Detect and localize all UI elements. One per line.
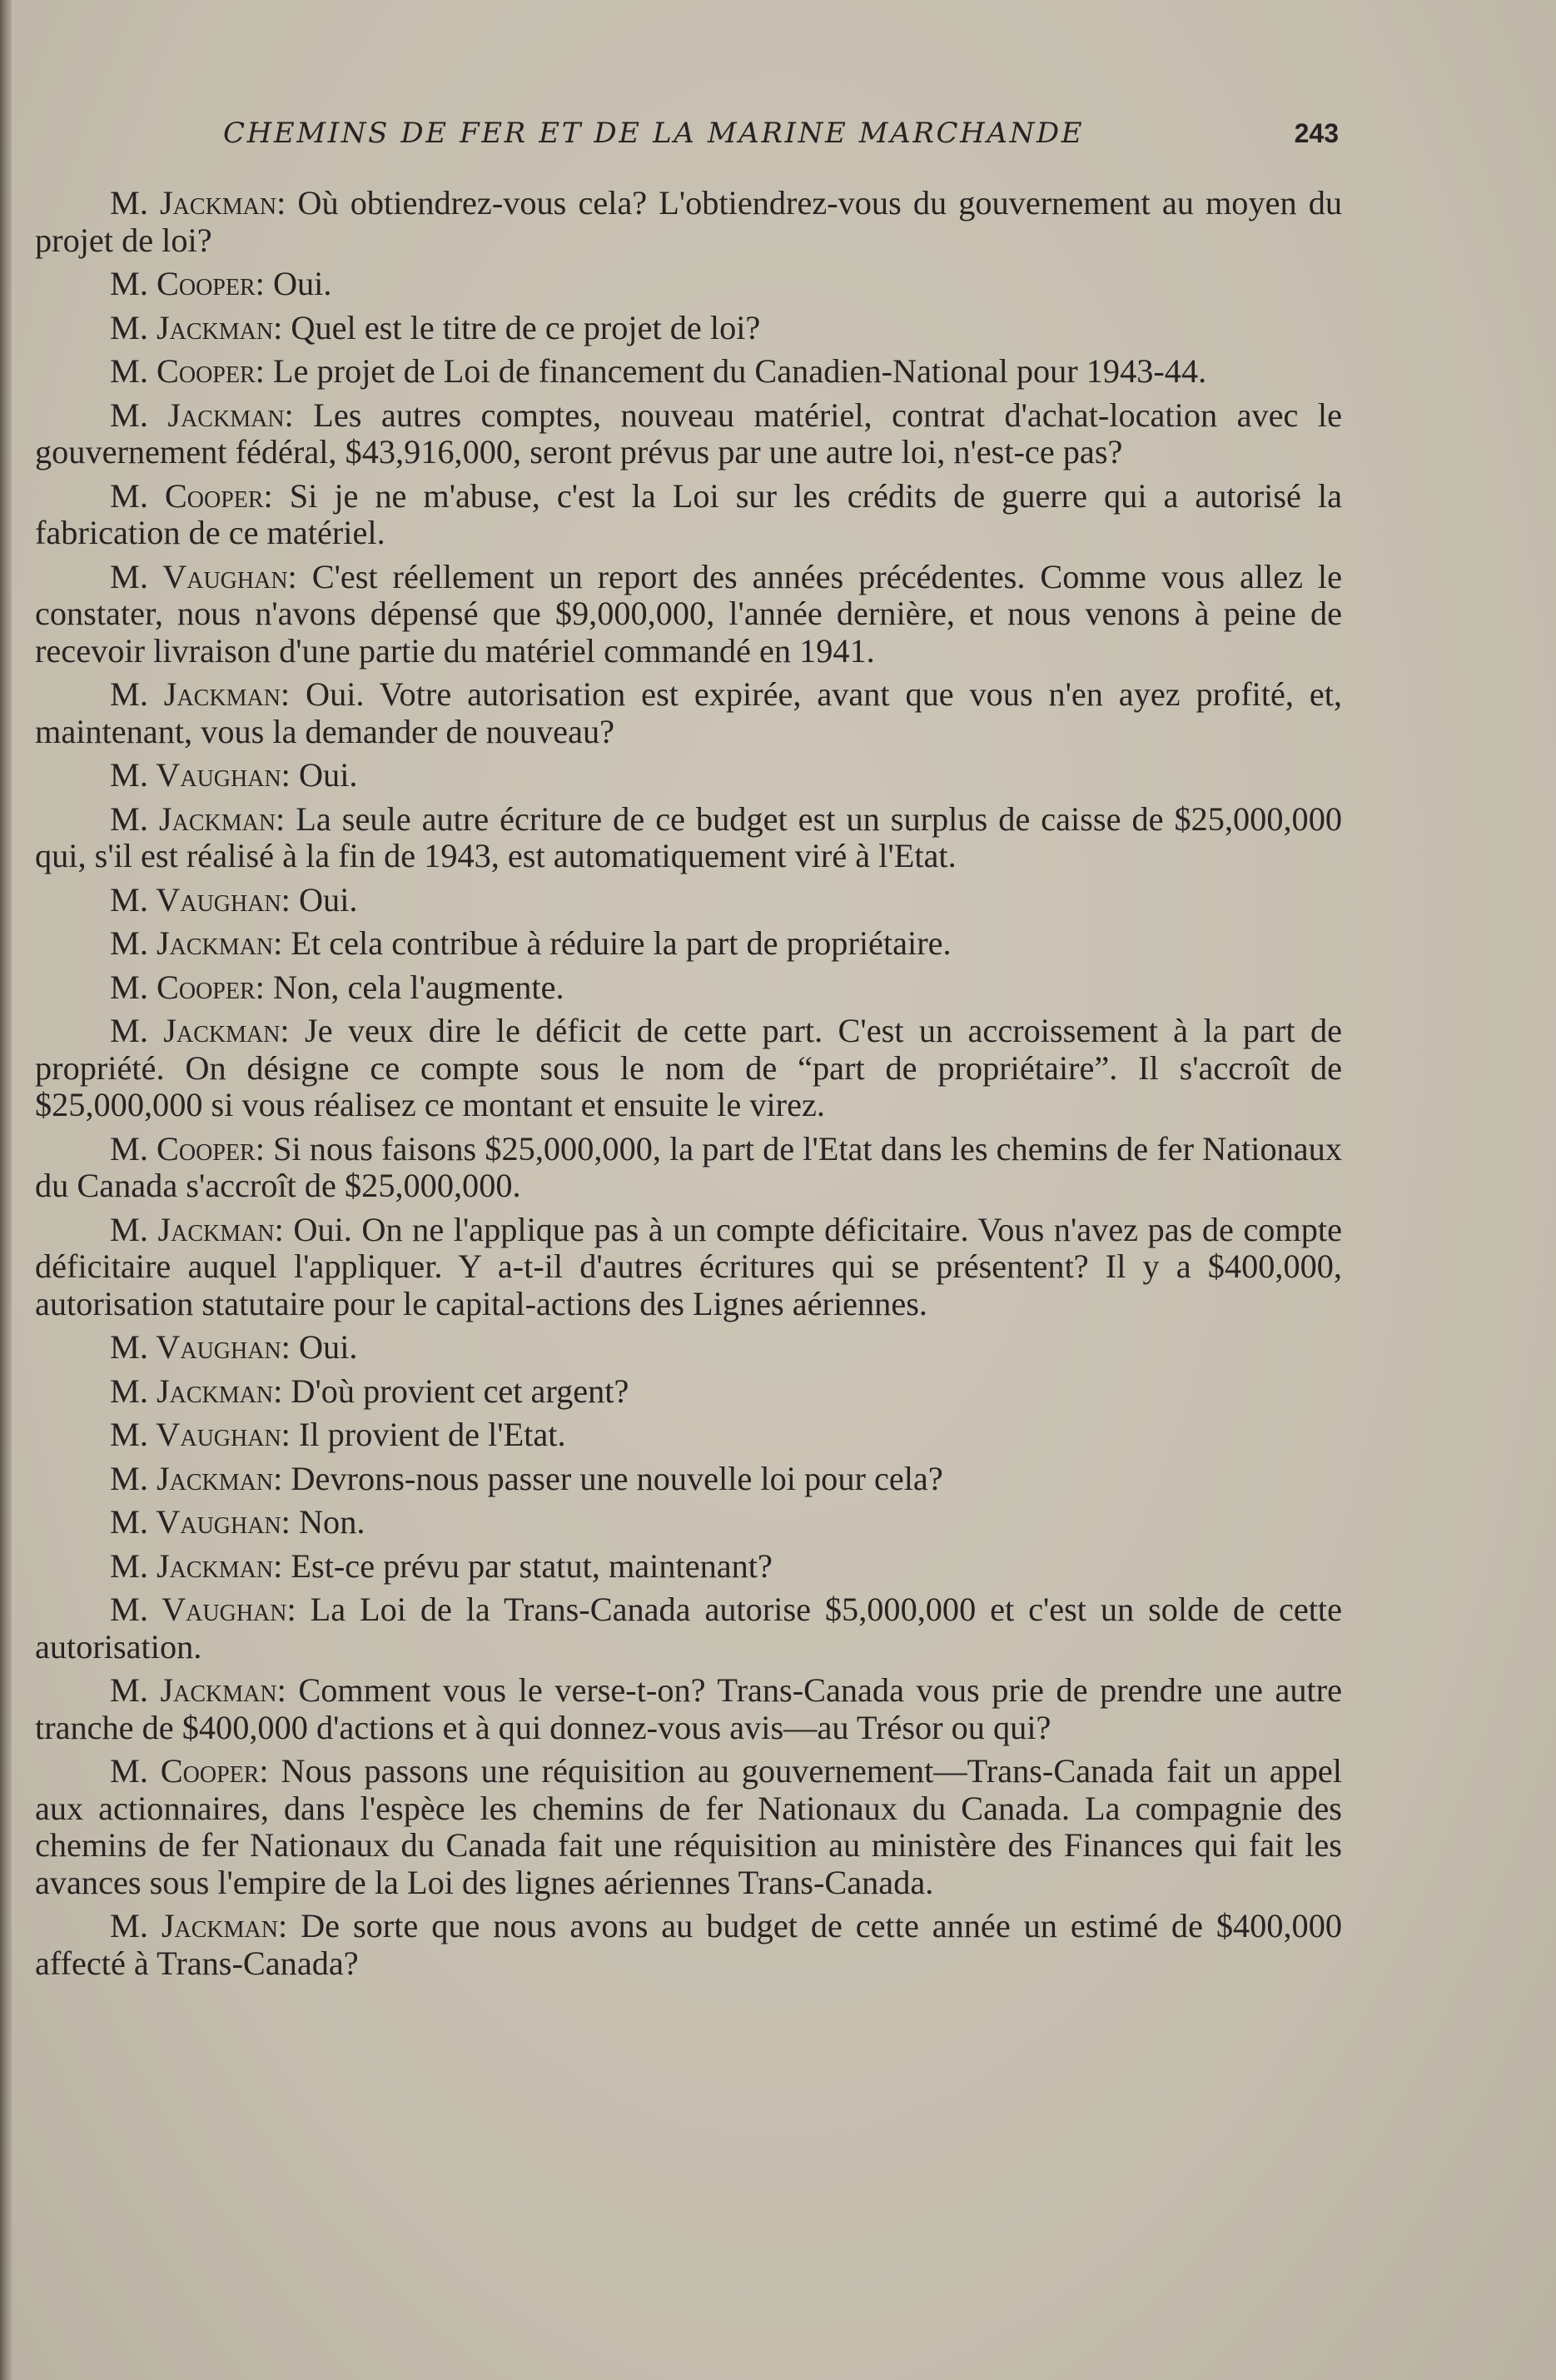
speech-text: Non, cela l'augmente.: [272, 968, 564, 1006]
speaker-name: M. Jackman:: [110, 1546, 283, 1585]
speech-text: Nous passons une réquisition au gouvernement—Trans-Canada fait un appel aux actionnaires, dans l'espèce les chemins de fer Nationaux du Canada. La compagnie des chemins de fer Nationaux du Canada fait une réquisition au ministère des Finances qui fait les avances sous l'empire de la Loi des lignes aériennes Trans-Canada.: [35, 1752, 1342, 1901]
speech-text: Si nous faisons $25,000,000, la part de l'Etat dans les chemins de fer Nationaux du Canada s'accroît de $25,000,000.: [35, 1129, 1342, 1204]
speech-text: Oui. On ne l'applique pas à un compte déficitaire. Vous n'avez pas de compte déficitaire auquel l'appliquer. Y a-t-il d'autres écritures qui se présentent? Il y a $400,000, autorisation statutaire pour le capital-actions des Lignes aériennes.: [35, 1210, 1342, 1322]
speech-text: Non.: [298, 1503, 365, 1541]
speaker-name: M. Vaughan:: [110, 1591, 296, 1628]
speaker-name: M. Jackman:: [110, 308, 283, 346]
dialogue-paragraph: [35, 1548, 1342, 1586]
speaker-name: M. Vaughan:: [110, 1328, 291, 1366]
speech-text: Devrons-nous passer une nouvelle loi pour cela?: [291, 1459, 943, 1497]
dialogue-paragraph: [35, 1373, 1342, 1411]
speech-text: Comment vous le verse-t-on? Trans-Canada vous prie de prendre une autre tranche de $400,000 d'actions et à qui donnez-vous avis—au Trésor ou qui?: [35, 1671, 1343, 1746]
speaker-name: M. Jackman:: [110, 1372, 283, 1410]
speaker-name: M. Cooper:: [110, 968, 265, 1006]
speaker-name: M. Vaughan:: [110, 557, 297, 595]
speech-text: Et cela contribue à réduire la part de propriétaire.: [291, 924, 952, 962]
speech-text: Je veux dire le déficit de cette part. C'est un accroissement à la part de propriété. On désigne ce compte sous le nom de “part de propriétaire”. Il s'accroît de $25,000,000 si vous réalisez ce montant et ensuite le virez.: [35, 1012, 1343, 1123]
dialogue-paragraph: [35, 1417, 1342, 1454]
speech-text: Les autres comptes, nouveau matériel, contrat d'achat-location avec le gouvernement fédéral, $43,916,000, seront prévus par une autre loi, n'est-ce pas?: [35, 396, 1343, 471]
dialogue-paragraph: [35, 1212, 1342, 1323]
dialogue-paragraph: [35, 310, 1342, 347]
speaker-name: M. Vaughan:: [110, 1416, 291, 1453]
dialogue-paragraph: [35, 1753, 1342, 1901]
speaker-name: M. Jackman:: [110, 675, 291, 713]
speaker-name: M. Cooper:: [110, 1129, 265, 1168]
dialogue-paragraph: [35, 559, 1342, 670]
speaker-name: M. Jackman:: [110, 184, 286, 222]
speech-text: C'est réellement un report des années précédentes. Comme vous allez le constater, nous n'avons dépensé que $9,000,000, l'année dernière, et nous venons à peine de recevoir livraison d'une partie du matériel commandé en 1941.: [35, 557, 1343, 670]
speech-text: Est-ce prévu par statut, maintenant?: [291, 1546, 773, 1585]
dialogue-paragraph: [35, 1591, 1342, 1666]
dialogue-paragraph: [35, 397, 1342, 471]
dialogue-paragraph: [35, 1504, 1342, 1541]
speech-text: Le projet de Loi de financement du Canadien-National pour 1943-44.: [272, 352, 1207, 390]
page-header: [223, 117, 1339, 153]
speaker-name: M. Vaughan:: [110, 756, 291, 794]
speaker-name: M. Jackman:: [110, 1459, 283, 1497]
speech-text: Si je ne m'abuse, c'est la Loi sur les crédits de guerre qui a autorisé la fabrication de ce matériel.: [35, 476, 1342, 551]
speech-text: La seule autre écriture de ce budget est un surplus de caisse de $25,000,000 qui, s'il est réalisé à la fin de 1943, est automatiquement viré à l'Etat.: [35, 799, 1342, 874]
speaker-name: M. Vaughan:: [110, 1503, 291, 1541]
speaker-name: M. Jackman:: [110, 396, 294, 434]
speaker-name: M. Cooper:: [110, 265, 265, 302]
speaker-name: M. Jackman:: [110, 1210, 284, 1248]
speech-text: Il provient de l'Etat.: [298, 1416, 566, 1453]
speaker-name: M. Vaughan:: [110, 880, 291, 919]
speech-text: La Loi de la Trans-Canada autorise $5,000,000 et c'est un solde de cette autorisation.: [35, 1591, 1342, 1666]
speech-text: Quel est le titre de ce projet de loi?: [291, 308, 761, 346]
speech-text: Où obtiendrez-vous cela? L'obtiendrez-vous du gouvernement au moyen du projet de loi?: [35, 184, 1343, 259]
speaker-name: M. Jackman:: [110, 1671, 286, 1709]
speaker-name: M. Cooper:: [110, 1752, 269, 1790]
speech-text: D'où provient cet argent?: [291, 1372, 629, 1410]
dialogue-paragraph: [35, 353, 1342, 391]
dialogue-paragraph: [35, 969, 1342, 1007]
speech-text: Oui.: [298, 1328, 358, 1366]
dialogue-paragraph: [35, 801, 1342, 875]
speech-text: Oui.: [298, 880, 358, 919]
speaker-name: M. Jackman:: [110, 1907, 288, 1944]
speech-text: Oui.: [298, 756, 358, 794]
speech-text: Oui. Votre autorisation est expirée, avant que vous n'en ayez profité, et, maintenant, vous la demander de nouveau?: [35, 675, 1342, 750]
speaker-name: M. Jackman:: [110, 924, 283, 962]
dialogue-paragraph: [35, 925, 1342, 963]
dialogue-paragraph: [35, 478, 1342, 552]
dialogue-paragraph: [35, 1329, 1342, 1367]
dialogue-paragraph: [35, 676, 1342, 750]
dialogue-paragraph: [35, 185, 1342, 259]
running-title: CHEMINS DE FER ET DE LA MARINE MARCHANDE: [223, 117, 1085, 150]
dialogue-paragraph: [35, 757, 1342, 794]
dialogue-paragraph: [35, 882, 1342, 919]
speaker-name: M. Jackman:: [110, 1012, 290, 1049]
page-number: 243: [1294, 118, 1339, 148]
book-spine-shadow: [0, 0, 12, 2380]
dialogue-paragraph: [35, 1131, 1342, 1205]
dialogue-paragraph: [35, 1013, 1342, 1124]
dialogue-paragraph: [35, 1908, 1342, 1982]
dialogue-paragraph: [35, 1672, 1342, 1746]
speaker-name: M. Cooper:: [110, 476, 273, 515]
dialogue-paragraph: [35, 1461, 1342, 1498]
speech-text: Oui.: [272, 265, 332, 302]
dialogue-paragraph: [35, 266, 1342, 303]
speech-text: De sorte que nous avons au budget de cette année un estimé de $400,000 affecté à Trans-Canada?: [35, 1907, 1342, 1982]
speaker-name: M. Cooper:: [110, 352, 265, 390]
transcript-body: [35, 185, 1342, 1989]
speaker-name: M. Jackman:: [110, 799, 286, 838]
